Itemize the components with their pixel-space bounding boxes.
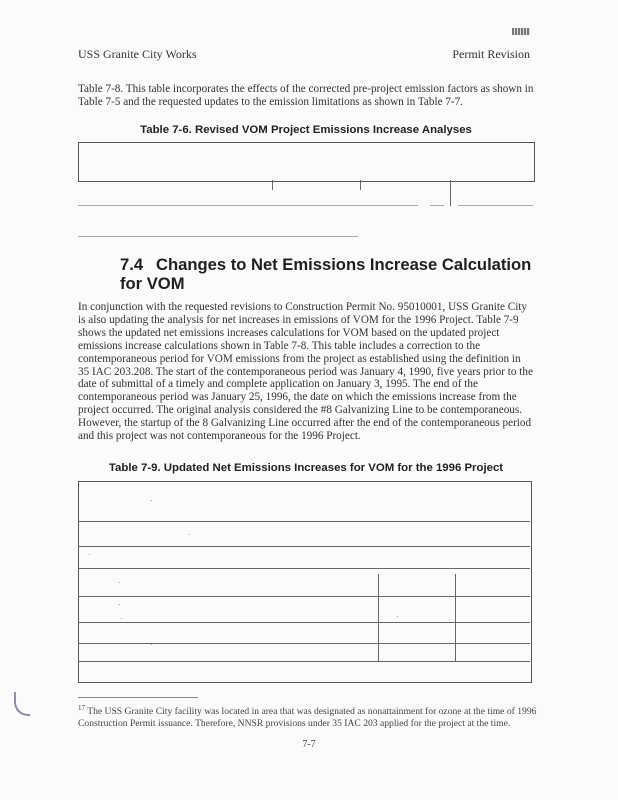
table-7-6-row-line xyxy=(458,205,533,206)
binding-mark xyxy=(14,692,30,716)
table-7-6-divider xyxy=(272,180,273,190)
table-7-6-row-line xyxy=(78,205,418,206)
table-7-9-column-divider xyxy=(455,574,456,661)
table-7-6 xyxy=(78,142,535,182)
table-7-9-caption: Table 7-9. Updated Net Emissions Increases for VOM for the 1996 Project xyxy=(108,462,504,474)
intro-paragraph: Table 7-8. This table incorporates the effects of the corrected pre-project emission factors as shown in Table 7-5 and the requested updates to the emission limitations as shown in Table 7-7. xyxy=(78,83,534,108)
table-7-6-caption: Table 7-6. Revised VOM Project Emissions Increase Analyses xyxy=(140,124,472,136)
table-7-9-row-line xyxy=(78,568,530,569)
table-7-6-divider xyxy=(450,180,451,206)
table-7-9-row-line xyxy=(78,622,530,623)
table-7-9-row-line xyxy=(78,596,530,597)
section-number: 7.4 xyxy=(120,255,144,274)
scan-speckle: · xyxy=(150,496,153,505)
scan-speckle: · xyxy=(88,550,91,559)
section-title: Changes to Net Emissions Increase Calculation for VOM xyxy=(120,255,532,293)
table-7-9-row-line xyxy=(78,546,530,547)
footnote-text: The USS Granite City facility was located in area that was designated as nonattainment for ozone at the time of 1996 Construction Permit issuance. Therefore, NNSR provisions under 35 IAC 203 applied for the project at the time. xyxy=(78,706,537,729)
table-7-9-column-divider xyxy=(378,574,379,661)
header-company: USS Granite City Works xyxy=(78,47,197,61)
table-7-9 xyxy=(78,481,532,683)
table-7-6-row-line xyxy=(430,205,444,206)
scan-speckle: · xyxy=(188,530,191,539)
table-7-6-divider xyxy=(360,180,361,190)
footnote-marker: 17 xyxy=(78,704,85,712)
header-doc-type: Permit Revision xyxy=(452,47,530,61)
table-7-6-row-line xyxy=(78,236,358,237)
scan-speckle: · xyxy=(120,614,123,623)
body-paragraph: In conjunction with the requested revisions to Construction Permit No. 95010001, USS Granite City is also updating the analysis for net increases in emissions of VOM for the 1996 Project. Table 7-9 shows the updated net emissions increases calculations for VOM based on the updated project emissions increase calculations shown in Table 7-8. This table includes a correction to the contemporaneous period for VOM emissions from the project as established using the definition in 35 IAC 203.208. The start of the contemporaneous period was January 4, 1990, five years prior to the date of submittal of a timely and complete application on January 3, 1995. The end of the contemporaneous period was January 25, 1996, the date on which the emissions increase from the project occurred. The original analysis considered the #8 Galvanizing Line to be contemporaneous. However, the startup of the 8 Galvanizing Line occurred after the end of the contemporaneous period and this project was not contemporaneous for the 1996 Project. xyxy=(78,301,533,443)
document-stamp xyxy=(512,28,530,35)
scan-speckle: · xyxy=(396,612,399,621)
scan-speckle: · xyxy=(150,640,153,649)
footnote-rule xyxy=(78,697,198,698)
footnote xyxy=(78,703,538,729)
scan-speckle: · xyxy=(118,578,121,587)
table-7-9-header-rule xyxy=(78,521,530,522)
table-7-9-row-line xyxy=(78,643,530,644)
table-7-9-row-line xyxy=(78,661,530,662)
page-number: 7-7 xyxy=(302,739,316,750)
scan-speckle: · xyxy=(118,600,121,609)
section-heading xyxy=(120,255,540,293)
